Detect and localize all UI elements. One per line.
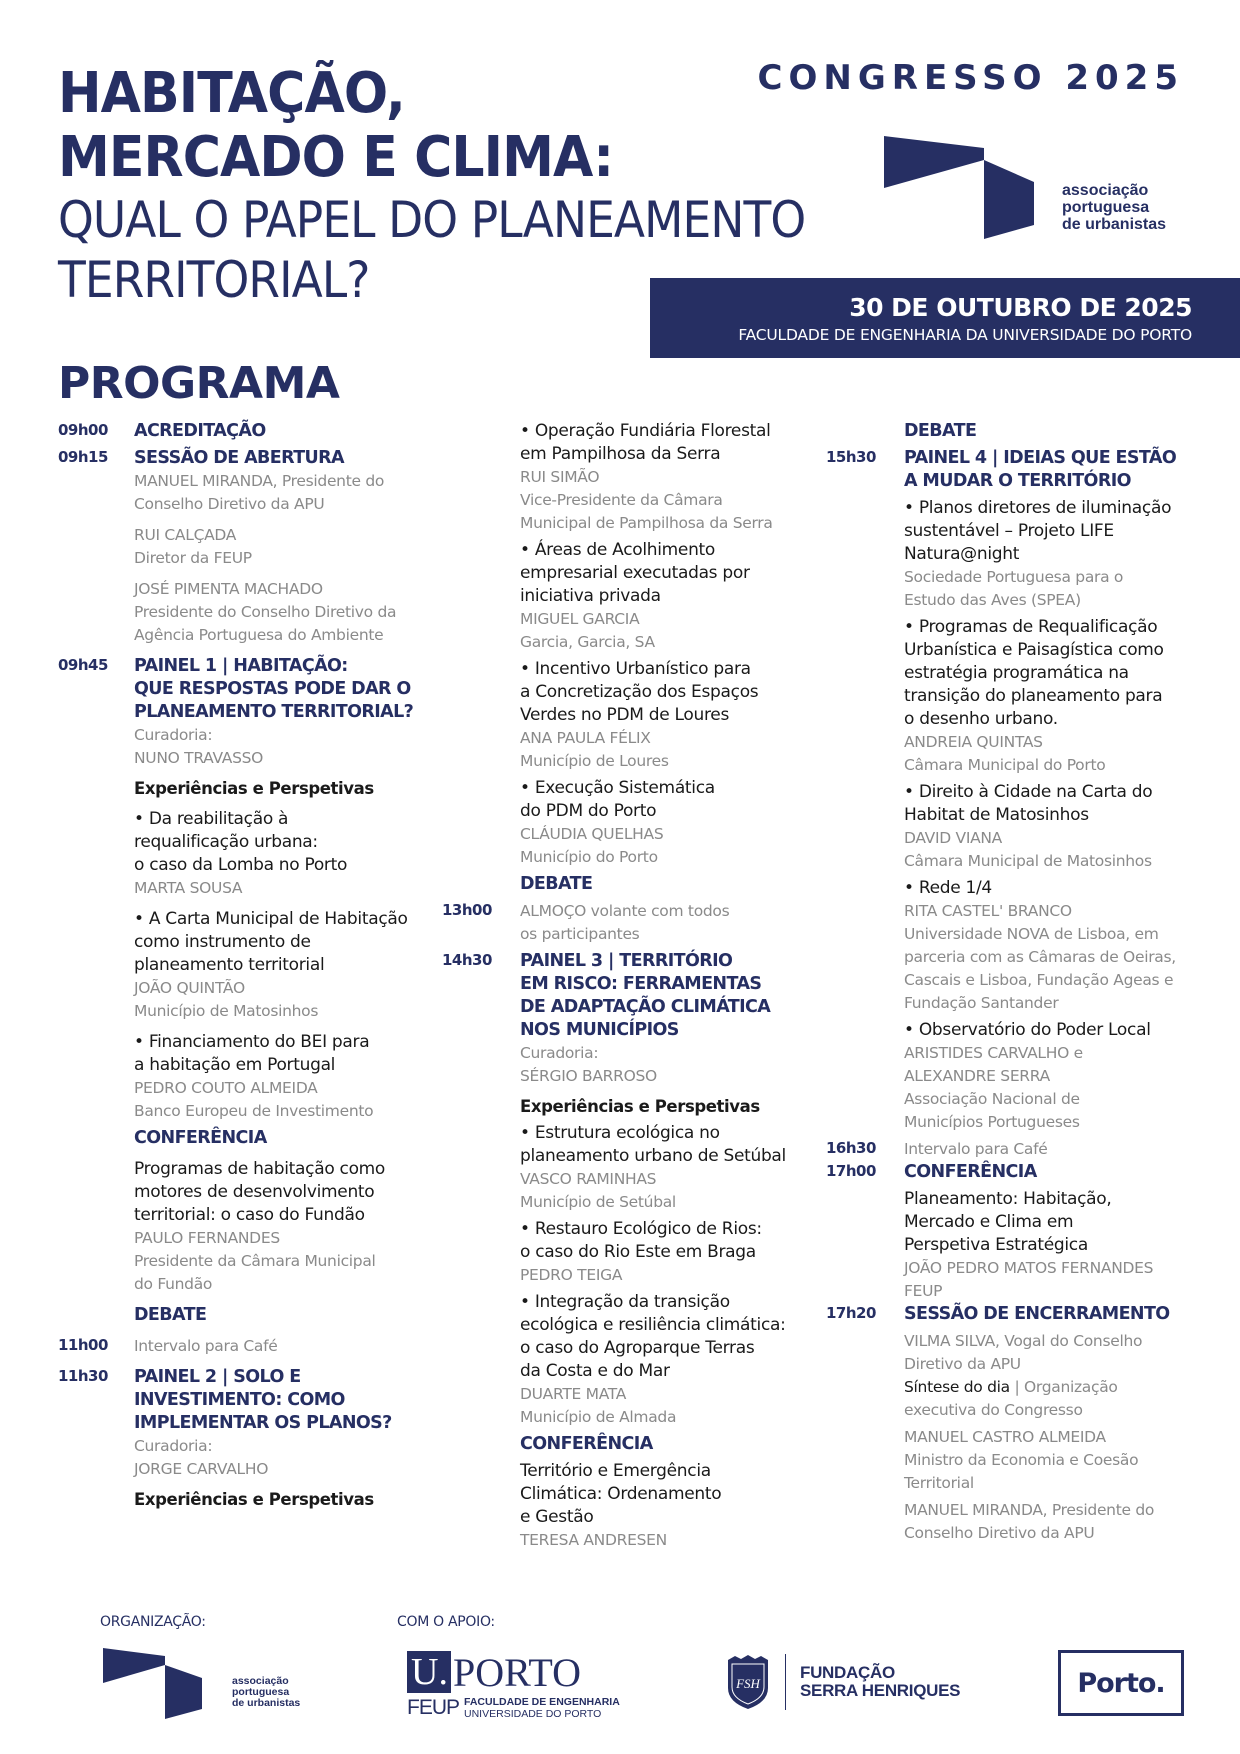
speaker: ARISTIDES CARVALHO e bbox=[904, 1044, 1083, 1062]
speaker: VASCO RAMINHAS bbox=[520, 1170, 657, 1188]
curator: NUNO TRAVASSO bbox=[134, 749, 264, 767]
fundacao-serra-henriques-logo bbox=[725, 1654, 960, 1710]
speaker-org: Município de Loures bbox=[520, 752, 669, 770]
apu-logo-icon bbox=[884, 136, 1060, 240]
talk-title: planeamento urbano de Setúbal bbox=[520, 1146, 786, 1166]
panel-title: QUE RESPOSTAS PODE DAR O bbox=[134, 679, 411, 699]
session-title: SESSÃO DE ENCERRAMENTO bbox=[904, 1304, 1170, 1324]
talk-title: Urbanística e Paisagística como bbox=[904, 640, 1164, 660]
talk-title: da Costa e do Mar bbox=[520, 1361, 670, 1381]
talk-title: • Planos diretores de iluminação bbox=[904, 498, 1172, 518]
speaker: DAVID VIANA bbox=[904, 829, 1002, 847]
talk-title: do PDM do Porto bbox=[520, 801, 657, 821]
program-entry bbox=[58, 1335, 428, 1358]
time-label: 17h20 bbox=[826, 1304, 876, 1322]
time-label: 17h00 bbox=[826, 1162, 876, 1180]
program-entry bbox=[442, 950, 822, 1552]
porto-city-logo: Porto. bbox=[1058, 1650, 1184, 1716]
program-entry bbox=[58, 447, 428, 647]
talk-title: empresarial executadas por bbox=[520, 563, 750, 583]
talk-title: o caso do Agroparque Terras bbox=[520, 1338, 755, 1358]
speaker: PAULO FERNANDES bbox=[134, 1229, 280, 1247]
support-label: COM O APOIO: bbox=[397, 1614, 495, 1630]
curator-label: Curadoria: bbox=[134, 726, 213, 744]
debate-heading: DEBATE bbox=[904, 421, 977, 441]
title-line-4: TERRITORIAL? bbox=[58, 251, 370, 309]
speaker: JOÃO QUINTÃO bbox=[134, 979, 245, 997]
talk-title: e Gestão bbox=[520, 1507, 594, 1527]
speaker: MANUEL MIRANDA, Presidente do bbox=[134, 472, 385, 490]
speaker-role: Territorial bbox=[904, 1474, 974, 1492]
talk-title: Natura@night bbox=[904, 544, 1020, 564]
speaker-role: Presidente do Conselho Diretivo da bbox=[134, 603, 397, 621]
time-label: 13h00 bbox=[442, 901, 492, 919]
debate-heading: DEBATE bbox=[134, 1305, 207, 1325]
program-entry bbox=[826, 420, 1206, 443]
talk-title: Verdes no PDM de Loures bbox=[520, 705, 729, 725]
talk-title: • Rede 1/4 bbox=[904, 878, 992, 898]
title-line-1: HABITAÇÃO, bbox=[58, 61, 405, 126]
talk-title: • Estrutura ecológica no bbox=[520, 1123, 720, 1143]
shield-crest-icon bbox=[725, 1654, 771, 1710]
panel-title: NOS MUNICÍPIOS bbox=[520, 1020, 679, 1040]
talk-title: a habitação em Portugal bbox=[134, 1055, 336, 1075]
speaker-org: Estudo das Aves (SPEA) bbox=[904, 591, 1081, 609]
lunch-label: os participantes bbox=[520, 925, 640, 943]
apu-text-line: portuguesa bbox=[232, 1686, 290, 1699]
talk-title: territorial: o caso do Fundão bbox=[134, 1205, 365, 1225]
panel-title: PAINEL 2 | SOLO E bbox=[134, 1367, 301, 1387]
session-title: ACREDITAÇÃO bbox=[134, 421, 266, 441]
speaker: MANUEL CASTRO ALMEIDA bbox=[904, 1428, 1106, 1446]
apu-text-line: de urbanistas bbox=[232, 1697, 301, 1710]
program-column-1 bbox=[58, 420, 428, 1511]
speaker-role: Vice-Presidente da Câmara bbox=[520, 491, 723, 509]
title-line-2: MERCADO E CLIMA: bbox=[58, 125, 614, 190]
speaker-org: parceria com as Câmaras de Oeiras, bbox=[904, 948, 1176, 966]
talk-title: planeamento territorial bbox=[134, 955, 325, 975]
main-title bbox=[58, 62, 879, 310]
speaker-org: Cascais e Lisboa, Fundação Ageas e bbox=[904, 971, 1174, 989]
apu-footer-logo-icon bbox=[103, 1648, 213, 1720]
speaker: MIGUEL GARCIA bbox=[520, 610, 640, 628]
synthesis bbox=[904, 1376, 1206, 1399]
talk-title: como instrumento de bbox=[134, 932, 311, 952]
speaker: ANA PAULA FÉLIX bbox=[520, 729, 651, 747]
speaker-org: Câmara Municipal de Matosinhos bbox=[904, 852, 1152, 870]
talk-title: estratégia programática na bbox=[904, 663, 1129, 683]
uporto-feup-logo bbox=[407, 1651, 620, 1720]
panel-title: IMPLEMENTAR OS PLANOS? bbox=[134, 1413, 392, 1433]
session-title: SESSÃO DE ABERTURA bbox=[134, 448, 344, 468]
subsection-title: Experiências e Perspetivas bbox=[134, 1490, 374, 1509]
talk-title: a Concretização dos Espaços bbox=[520, 682, 759, 702]
speaker-org: Câmara Municipal do Porto bbox=[904, 756, 1106, 774]
subsection-title: Experiências e Perspetivas bbox=[520, 1097, 760, 1116]
program-entry bbox=[826, 1161, 1206, 1303]
speaker: JOÃO PEDRO MATOS FERNANDES bbox=[904, 1259, 1154, 1277]
speaker-org: Garcia, Garcia, SA bbox=[520, 633, 655, 651]
time-label: 09h00 bbox=[58, 421, 108, 439]
talk-title: • Programas de Requalificação bbox=[904, 617, 1158, 637]
speaker: ALEXANDRE SERRA bbox=[904, 1067, 1050, 1085]
speaker: VILMA SILVA, Vogal do Conselho bbox=[904, 1332, 1143, 1350]
speaker-org: Município do Porto bbox=[520, 848, 658, 866]
panel-title: DE ADAPTAÇÃO CLIMÁTICA bbox=[520, 997, 771, 1017]
program-entry bbox=[826, 447, 1206, 1134]
talk-title: • Integração da transição bbox=[520, 1292, 730, 1312]
speaker-org: Fundação Santander bbox=[904, 994, 1059, 1012]
conference-heading: CONFERÊNCIA bbox=[134, 1128, 267, 1148]
speaker-org: FEUP bbox=[904, 1282, 943, 1300]
program-column-2 bbox=[442, 420, 822, 1552]
talk-title: Planeamento: Habitação, bbox=[904, 1189, 1112, 1209]
apu-text-line: associação bbox=[232, 1675, 289, 1687]
curator-label: Curadoria: bbox=[520, 1044, 599, 1062]
conference-heading: CONFERÊNCIA bbox=[520, 1434, 653, 1454]
talk-title: sustentável – Projeto LIFE bbox=[904, 521, 1114, 541]
break-label: Intervalo para Café bbox=[904, 1140, 1048, 1158]
talk-title: iniciativa privada bbox=[520, 586, 661, 606]
panel-title: PAINEL 3 | TERRITÓRIO bbox=[520, 951, 733, 971]
congresso-label: CONGRESSO 2025 bbox=[757, 58, 1184, 98]
program-entry bbox=[826, 1303, 1206, 1545]
fsh-line-1: FUNDAÇÃO bbox=[800, 1663, 895, 1682]
feup-line-2: UNIVERSIDADE DO PORTO bbox=[464, 1708, 602, 1720]
talk-title: Climática: Ordenamento bbox=[520, 1484, 722, 1504]
speaker-org: Municípios Portugueses bbox=[904, 1113, 1080, 1131]
apu-text-line: portuguesa bbox=[1062, 198, 1150, 216]
speaker-org: Universidade NOVA de Lisboa, em bbox=[904, 925, 1159, 943]
speaker-role: Municipal de Pampilhosa da Serra bbox=[520, 514, 773, 532]
synthesis-org: | Organização bbox=[1009, 1378, 1118, 1396]
panel-title: PLANEAMENTO TERRITORIAL? bbox=[134, 702, 414, 722]
time-label: 14h30 bbox=[442, 951, 492, 969]
speaker-role: Conselho Diretivo da APU bbox=[904, 1524, 1095, 1542]
time-label: 11h30 bbox=[58, 1367, 108, 1385]
time-label: 09h45 bbox=[58, 656, 108, 674]
time-label: 16h30 bbox=[826, 1139, 876, 1157]
talk-title: transição do planeamento para bbox=[904, 686, 1163, 706]
organization-label: ORGANIZAÇÃO: bbox=[100, 1614, 206, 1630]
apu-logo-text bbox=[1062, 183, 1166, 233]
speaker-org: Município de Almada bbox=[520, 1408, 677, 1426]
speaker-role: Conselho Diretivo da APU bbox=[134, 495, 325, 513]
talk-title: • Restauro Ecológico de Rios: bbox=[520, 1219, 762, 1239]
speaker-role: Diretor da FEUP bbox=[134, 549, 252, 567]
panel-title: PAINEL 1 | HABITAÇÃO: bbox=[134, 656, 348, 676]
speaker-role: Ministro da Economia e Coesão bbox=[904, 1451, 1139, 1469]
curator-label: Curadoria: bbox=[134, 1437, 213, 1455]
subsection-title: Experiências e Perspetivas bbox=[134, 779, 374, 798]
talk-title: • Direito à Cidade na Carta do bbox=[904, 782, 1153, 802]
feup-line-1: FACULDADE DE ENGENHARIA bbox=[464, 1696, 620, 1708]
title-line-3: QUAL O PAPEL DO PLANEAMENTO bbox=[58, 191, 806, 249]
break-label: Intervalo para Café bbox=[134, 1337, 278, 1355]
event-venue: FACULDADE DE ENGENHARIA DA UNIVERSIDADE DO PORTO bbox=[738, 326, 1192, 344]
talk-title: em Pampilhosa da Serra bbox=[520, 444, 721, 464]
talk-title: • Da reabilitação à bbox=[134, 809, 289, 829]
panel-title: A MUDAR O TERRITÓRIO bbox=[904, 471, 1131, 491]
talk-title: requalificação urbana: bbox=[134, 832, 318, 852]
conference-heading: CONFERÊNCIA bbox=[904, 1162, 1037, 1182]
feup-mark: FEUP bbox=[407, 1696, 460, 1719]
talk-title: Mercado e Clima em bbox=[904, 1212, 1074, 1232]
apu-footer-logo-text bbox=[232, 1676, 300, 1709]
speaker-org: Município de Matosinhos bbox=[134, 1002, 319, 1020]
talk-title: Habitat de Matosinhos bbox=[904, 805, 1089, 825]
time-label: 15h30 bbox=[826, 448, 876, 466]
talk-title: ecológica e resiliência climática: bbox=[520, 1315, 786, 1335]
speaker-role: Agência Portuguesa do Ambiente bbox=[134, 626, 384, 644]
program-entry bbox=[442, 420, 822, 896]
talk-title: o caso do Rio Este em Braga bbox=[520, 1242, 756, 1262]
speaker: MARTA SOUSA bbox=[134, 879, 243, 897]
time-label: 11h00 bbox=[58, 1336, 108, 1354]
time-label: 09h15 bbox=[58, 448, 108, 466]
speaker: CLÁUDIA QUELHAS bbox=[520, 825, 664, 843]
uporto-u-mark: U. bbox=[407, 1651, 451, 1693]
program-entry bbox=[58, 655, 428, 1327]
debate-heading: DEBATE bbox=[520, 874, 593, 894]
speaker: TERESA ANDRESEN bbox=[520, 1531, 667, 1549]
program-entry bbox=[58, 420, 428, 443]
uporto-wordmark: PORTO bbox=[453, 1650, 582, 1695]
talk-title: • Financiamento do BEI para bbox=[134, 1032, 370, 1052]
speaker: ANDREIA QUINTAS bbox=[904, 733, 1043, 751]
speaker-org: Banco Europeu de Investimento bbox=[134, 1102, 374, 1120]
lunch-label: ALMOÇO volante com todos bbox=[520, 902, 730, 920]
speaker: RITA CASTEL' BRANCO bbox=[904, 902, 1072, 920]
talk-title: • Áreas de Acolhimento bbox=[520, 540, 716, 560]
speaker-role: do Fundão bbox=[134, 1275, 213, 1293]
talk-title: o caso da Lomba no Porto bbox=[134, 855, 348, 875]
program-column-3 bbox=[826, 420, 1206, 1545]
talk-title: Perspetiva Estratégica bbox=[904, 1235, 1088, 1255]
talk-title: • Operação Fundiária Florestal bbox=[520, 421, 771, 441]
speaker: MANUEL MIRANDA, Presidente do bbox=[904, 1501, 1155, 1519]
apu-text-line: de urbanistas bbox=[1062, 215, 1167, 233]
curator: SÉRGIO BARROSO bbox=[520, 1067, 657, 1085]
panel-title: PAINEL 4 | IDEIAS QUE ESTÃO bbox=[904, 448, 1177, 468]
program-entry bbox=[442, 900, 822, 946]
date-banner bbox=[650, 278, 1240, 358]
speaker: PEDRO COUTO ALMEIDA bbox=[134, 1079, 318, 1097]
programa-heading: PROGRAMA bbox=[58, 358, 340, 409]
speaker: DUARTE MATA bbox=[520, 1385, 627, 1403]
talk-title: motores de desenvolvimento bbox=[134, 1182, 375, 1202]
speaker-role: Presidente da Câmara Municipal bbox=[134, 1252, 376, 1270]
talk-title: • A Carta Municipal de Habitação bbox=[134, 909, 408, 929]
speaker-org: Associação Nacional de bbox=[904, 1090, 1080, 1108]
panel-title: INVESTIMENTO: COMO bbox=[134, 1390, 345, 1410]
apu-text-line: associação bbox=[1062, 182, 1149, 199]
svg-text:FSH: FSH bbox=[736, 1676, 760, 1691]
synthesis-title: Síntese do dia bbox=[904, 1378, 1010, 1396]
event-date: 30 DE OUTUBRO DE 2025 bbox=[849, 293, 1192, 322]
fsh-line-2: SERRA HENRIQUES bbox=[800, 1681, 961, 1700]
speaker-org: Município de Setúbal bbox=[520, 1193, 676, 1211]
talk-title: • Execução Sistemática bbox=[520, 778, 715, 798]
speaker-org: Sociedade Portuguesa para o bbox=[904, 568, 1124, 586]
program-entry bbox=[826, 1138, 1206, 1161]
speaker: RUI SIMÃO bbox=[520, 468, 600, 486]
talk-title: Território e Emergência bbox=[520, 1461, 711, 1481]
talk-title: • Observatório do Poder Local bbox=[904, 1020, 1151, 1040]
program-entry bbox=[58, 1366, 428, 1511]
talk-title: • Incentivo Urbanístico para bbox=[520, 659, 751, 679]
curator: JORGE CARVALHO bbox=[134, 1460, 269, 1478]
talk-title: Programas de habitação como bbox=[134, 1159, 386, 1179]
panel-title: EM RISCO: FERRAMENTAS bbox=[520, 974, 762, 994]
speaker-role: Diretivo da APU bbox=[904, 1355, 1021, 1373]
speaker: JOSÉ PIMENTA MACHADO bbox=[134, 580, 323, 598]
speaker: RUI CALÇADA bbox=[134, 526, 237, 544]
talk-title: o desenho urbano. bbox=[904, 709, 1058, 729]
speaker: PEDRO TEIGA bbox=[520, 1266, 623, 1284]
synthesis-org: executiva do Congresso bbox=[904, 1401, 1083, 1419]
